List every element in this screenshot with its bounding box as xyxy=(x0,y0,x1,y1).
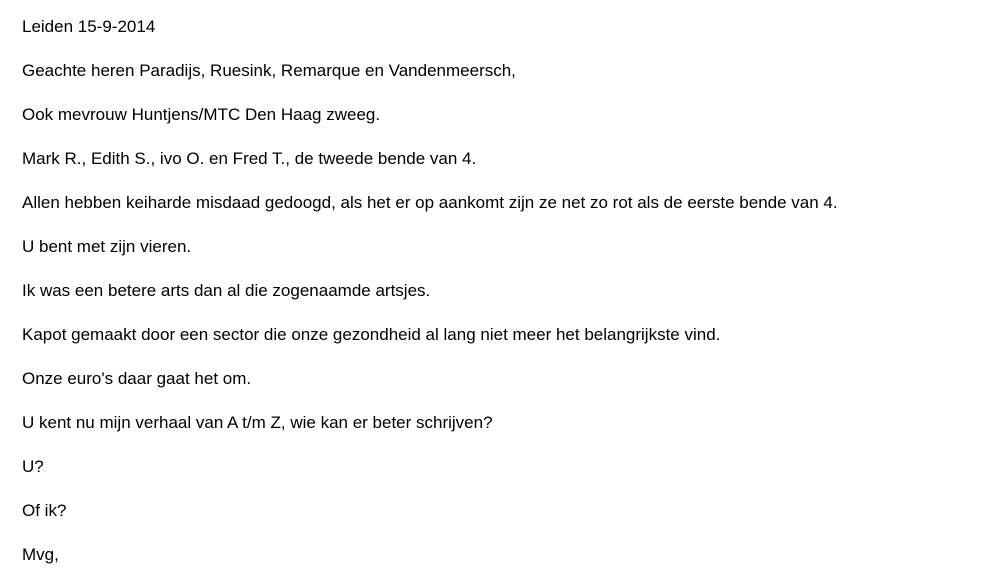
letter-paragraph: Ook mevrouw Huntjens/MTC Den Haag zweeg. xyxy=(22,105,381,124)
letter-paragraph: Mark R., Edith S., ivo O. en Fred T., de tweede bende van 4. xyxy=(22,149,477,168)
letter-paragraph: U bent met zijn vieren. xyxy=(22,237,192,256)
letter-paragraph: Of ik? xyxy=(22,501,67,520)
letter-paragraph: U? xyxy=(22,457,44,476)
letter-date: Leiden 15-9-2014 xyxy=(22,17,156,36)
letter-paragraph: U kent nu mijn verhaal van A t/m Z, wie kan er beter schrijven? xyxy=(22,413,493,432)
letter-body xyxy=(22,16,982,588)
letter-closing: Mvg, xyxy=(22,545,59,564)
letter-paragraph: Onze euro's daar gaat het om. xyxy=(22,369,252,388)
letter-paragraph: Kapot gemaakt door een sector die onze gezondheid al lang niet meer het belangrijkste vind. xyxy=(22,325,721,344)
letter-paragraph: Allen hebben keiharde misdaad gedoogd, als het er op aankomt zijn ze net zo rot als de eerste bende van 4. xyxy=(22,193,838,212)
letter-paragraph: Ik was een betere arts dan al die zogenaamde artsjes. xyxy=(22,281,431,300)
letter-salutation: Geachte heren Paradijs, Ruesink, Remarque en Vandenmeersch, xyxy=(22,61,516,80)
